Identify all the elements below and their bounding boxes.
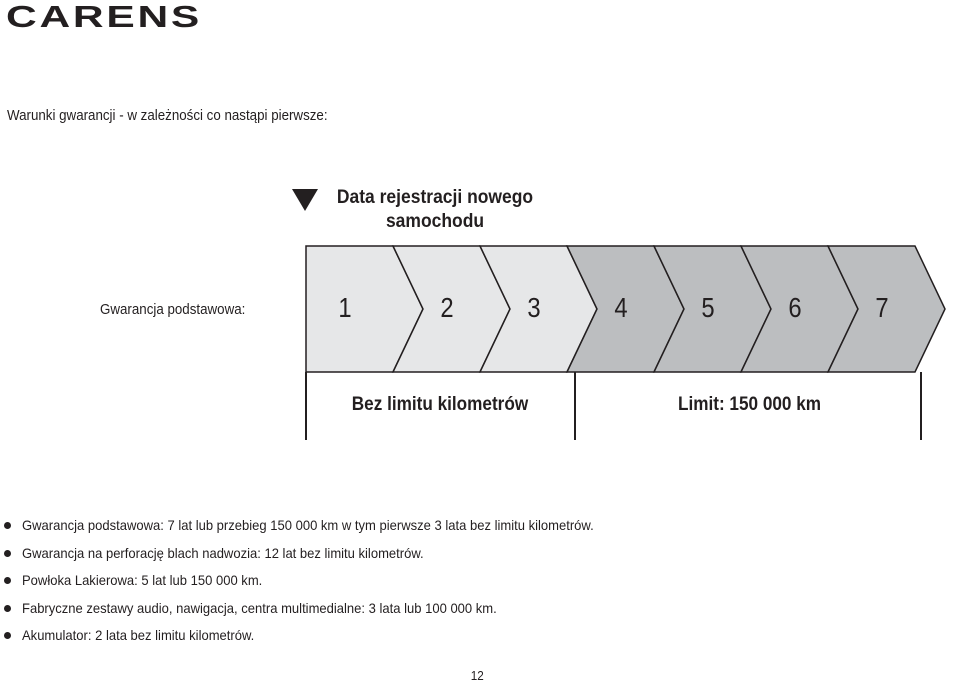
page-number: 12 xyxy=(470,668,484,683)
year-label-1: 1 xyxy=(338,292,352,323)
bullet-icon xyxy=(4,605,11,612)
year-label-7: 7 xyxy=(875,292,889,323)
registration-date-label: Data rejestracji nowego samochodu xyxy=(336,187,534,232)
unlimited-km-label: Bez limitu kilometrów xyxy=(351,393,529,415)
bullet-icon xyxy=(4,550,11,557)
bullet-icon xyxy=(4,522,11,529)
year-label-4: 4 xyxy=(614,292,628,323)
base-warranty-label: Gwarancja podstawowa: xyxy=(100,302,246,318)
year-label-6: 6 xyxy=(788,292,802,323)
year-label-2: 2 xyxy=(440,292,454,323)
limited-km-label: Limit: 150 000 km xyxy=(677,393,822,415)
bullet-icon xyxy=(4,632,11,639)
year-label-5: 5 xyxy=(701,292,715,323)
svg-text:CARENS: CARENS xyxy=(6,0,202,32)
year-label-3: 3 xyxy=(527,292,541,323)
warranty-conditions-subtitle: Warunki gwarancji - w zależności co nastąpi pierwsze: xyxy=(7,108,328,124)
bullet-icon xyxy=(4,577,11,584)
